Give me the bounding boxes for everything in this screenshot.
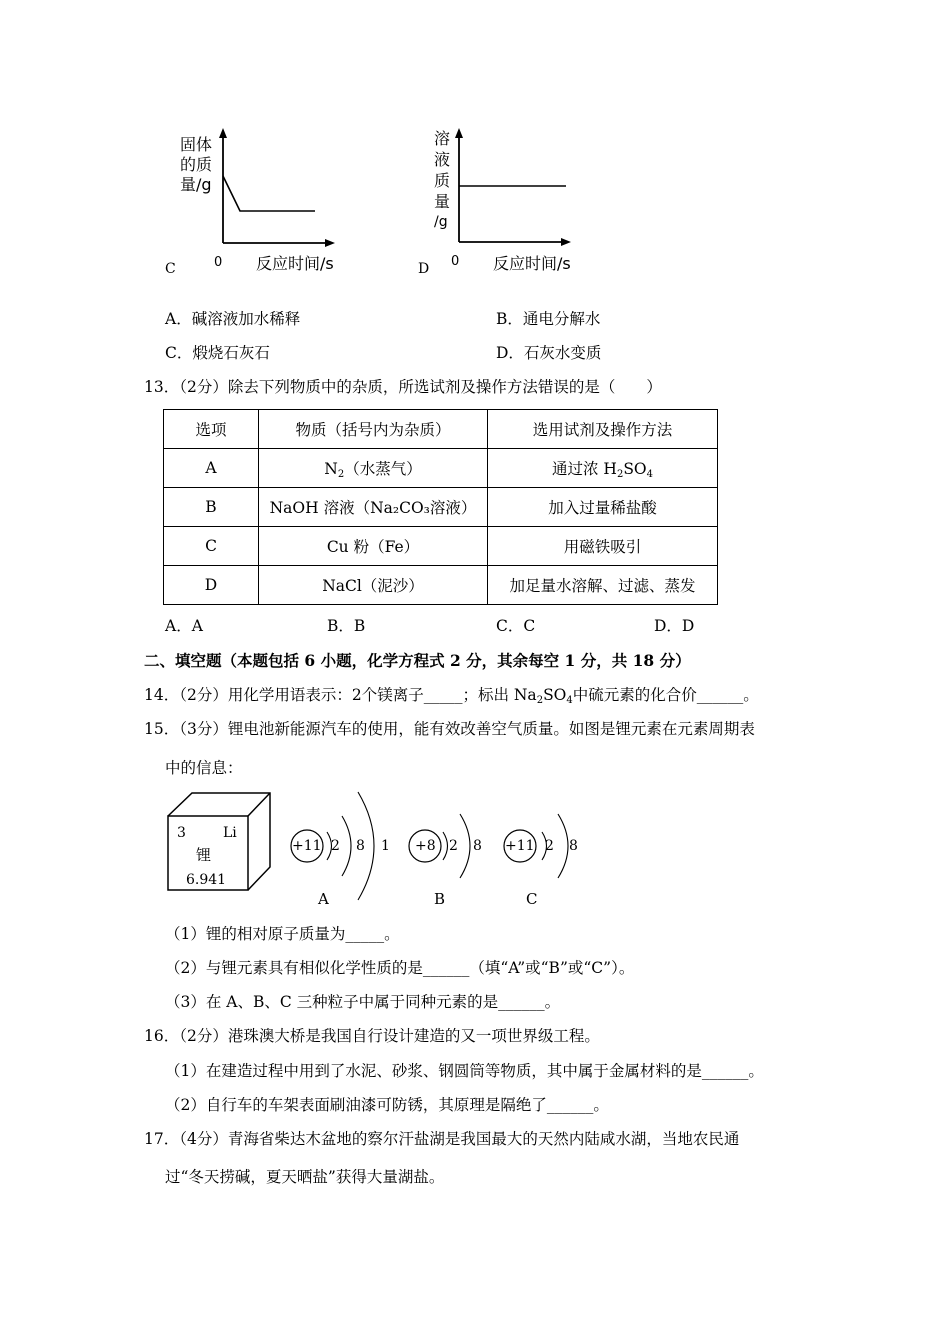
q12-option-c: C．煅烧石灰石 xyxy=(165,344,270,362)
graph-d-xlabel: 反应时间/s xyxy=(493,254,571,273)
formula-text: 通过浓 H xyxy=(551,459,617,478)
q13-option-d: D．D xyxy=(654,617,695,635)
table-cell-option: C xyxy=(164,527,259,566)
graph-c-letter: C xyxy=(165,261,176,277)
formula-subscript: 2 xyxy=(616,468,624,480)
q16-part-1: （1）在建造过程中用到了水泥、砂浆、钢圆筒等物质，其中属于金属材料的是______。 xyxy=(165,1062,764,1080)
graph-c-ylabel-line: 量/g xyxy=(180,175,212,194)
graph-d-ylabel-line: 质 xyxy=(434,171,451,190)
q15-part-1: （1）锂的相对原子质量为_____。 xyxy=(165,925,400,943)
graph-c-xlabel: 反应时间/s xyxy=(256,254,334,273)
table-header-cell: 物质（括号内为杂质） xyxy=(259,410,488,449)
table-header-row xyxy=(164,410,718,449)
q17-stem-line2: 过“冬天捞碱，夏天晒盐”获得大量湖盐。 xyxy=(165,1168,445,1186)
formula-text: SO xyxy=(623,459,647,478)
q13-option-a: A．A xyxy=(165,617,203,635)
graph-d-ylabel xyxy=(434,128,450,233)
graph-d-axes xyxy=(0,0,950,300)
element-mass: 6.941 xyxy=(186,872,227,888)
atom-b-shell-1: 2 xyxy=(449,838,458,854)
atom-c-shell-1: 2 xyxy=(545,838,554,854)
atom-a-shell-2: 8 xyxy=(356,838,365,854)
q15-stem-line1: 15．（3分）锂电池新能源汽车的使用，能有效改善空气质量。如图是锂元素在元素周期表 xyxy=(144,720,755,738)
section-title: 二、填空题（本题包括 6 小题，化学方程式 2 分，其余每空 1 分，共 18 分） xyxy=(144,651,691,670)
table-cell-substance: NaCl（泥沙） xyxy=(259,566,488,605)
table-cell-method: 加入过量稀盐酸 xyxy=(488,488,718,527)
formula-subscript: 2 xyxy=(337,468,345,480)
q13-option-b: B．B xyxy=(327,617,366,635)
graph-d-letter: D xyxy=(418,261,430,277)
table-row xyxy=(164,527,718,566)
atom-a-nucleus: +11 xyxy=(292,838,322,854)
atom-a-shell-3: 1 xyxy=(381,838,390,854)
element-number: 3 xyxy=(177,825,186,841)
table-cell-option: D xyxy=(164,566,259,605)
formula-subscript: 4 xyxy=(646,468,654,480)
atom-c-nucleus: +11 xyxy=(505,838,535,854)
formula-text: （水蒸气） xyxy=(344,459,422,478)
q14-stem xyxy=(144,688,759,706)
q15-part-3: （3）在 A、B、C 三种粒子中属于同种元素的是______。 xyxy=(165,993,561,1011)
q15-stem-line2: 中的信息： xyxy=(165,759,243,777)
atom-a-label: A xyxy=(318,890,329,908)
table-cell-substance: NaOH 溶液（Na₂CO₃溶液） xyxy=(259,488,488,527)
table-header-cell: 选用试剂及操作方法 xyxy=(488,410,718,449)
graph-c-ylabel-line: 固体 xyxy=(180,135,213,154)
graph-d-ylabel-line: 液 xyxy=(434,150,451,169)
atom-b-shell-2: 8 xyxy=(473,838,482,854)
q12-option-d: D．石灰水变质 xyxy=(496,344,602,362)
table-cell-option: B xyxy=(164,488,259,527)
atom-b-nucleus: +8 xyxy=(415,838,436,854)
formula-text: N xyxy=(324,459,338,478)
graph-d-ylabel-line: /g xyxy=(434,214,448,230)
table-cell-method: 用磁铁吸引 xyxy=(488,527,718,566)
atom-a-shell-1: 2 xyxy=(331,838,340,854)
atom-c-label: C xyxy=(526,890,538,908)
q12-option-a: A．碱溶液加水稀释 xyxy=(165,310,301,328)
q13-table xyxy=(163,409,718,605)
q14-text: 中硫元素的化合价______。 xyxy=(572,686,759,704)
q14-text: 14．（2分）用化学用语表示：2个镁离子_____；标出 Na xyxy=(144,686,537,704)
graph-d-origin: 0 xyxy=(451,254,460,269)
table-cell-method: 加足量水溶解、过滤、蒸发 xyxy=(488,566,718,605)
formula-subscript: 4 xyxy=(566,695,573,706)
formula-subscript: 2 xyxy=(536,695,544,706)
atom-c-shell-2: 8 xyxy=(569,838,578,854)
table-cell-substance: Cu 粉（Fe） xyxy=(259,527,488,566)
table-row xyxy=(164,449,718,488)
graph-c-ylabel-line: 的质 xyxy=(180,155,213,174)
atom-b-label: B xyxy=(434,890,446,908)
q15-part-2: （2）与锂元素具有相似化学性质的是______（填“A”或“B”或“C”）。 xyxy=(165,959,635,977)
table-cell-option: A xyxy=(164,449,259,488)
q17-stem-line1: 17．（4分）青海省柴达木盆地的察尔汗盐湖是我国最大的天然内陆咸水湖，当地农民通 xyxy=(144,1130,740,1148)
table-cell-method xyxy=(488,449,718,488)
element-symbol: Li xyxy=(223,825,237,841)
q14-text: SO xyxy=(543,686,567,704)
table-row xyxy=(164,566,718,605)
q16-part-2: （2）自行车的车架表面刷油漆可防锈，其原理是隔绝了______。 xyxy=(165,1096,609,1114)
q13-option-c: C．C xyxy=(496,617,536,635)
graph-d-ylabel-line: 溶 xyxy=(434,129,451,148)
table-row xyxy=(164,488,718,527)
graph-c-origin: 0 xyxy=(214,255,223,270)
graph-d-ylabel-line: 量 xyxy=(434,192,451,211)
q13-stem: 13．（2分）除去下列物质中的杂质，所选试剂及操作方法错误的是（ ） xyxy=(144,378,662,396)
q16-stem: 16．（2分）港珠澳大桥是我国自行设计建造的又一项世界级工程。 xyxy=(144,1027,600,1045)
element-name: 锂 xyxy=(196,846,212,864)
q12-option-b: B．通电分解水 xyxy=(496,310,601,328)
table-header-cell: 选项 xyxy=(164,410,259,449)
table-cell-substance xyxy=(259,449,488,488)
